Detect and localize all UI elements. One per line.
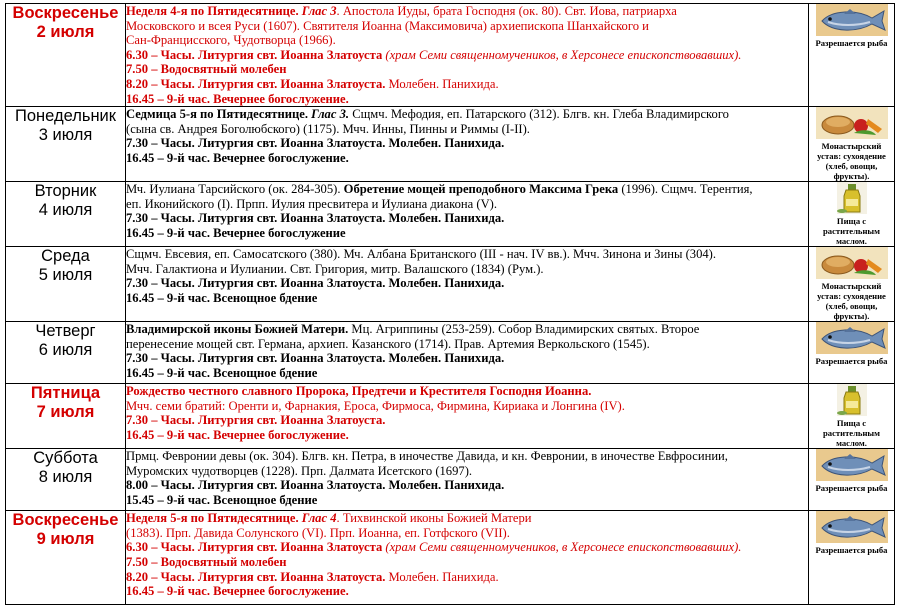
services-cell (126, 4, 809, 107)
schedule-row (6, 247, 895, 322)
text-segment: еп. Иконийского (I). Прпп. Иулия пресвитера и Иулиана диакона (V). (126, 196, 498, 211)
text-segment: 16.45 – 9-й час. Вечернее богослужение. (126, 150, 349, 165)
service-line (126, 384, 808, 399)
text-segment: Глас 3 (301, 4, 337, 18)
service-line (126, 151, 808, 166)
day-date: 2 июля (36, 23, 95, 41)
fasting-label: Разрешается рыба (815, 483, 888, 494)
text-segment: 8.20 – Часы. Литургия свт. Иоанна Златоуста. (126, 76, 386, 91)
text-segment: Обретение мощей преподобного Максима Грека (343, 182, 619, 197)
services-cell (126, 247, 809, 322)
schedule-row (6, 107, 895, 182)
service-line (126, 570, 808, 585)
day-date: 5 июля (38, 266, 93, 285)
text-segment: (храм Семи священномучеников, в Херсонесе епископствовавших). (385, 47, 742, 62)
service-line (126, 92, 808, 107)
service-line (126, 107, 808, 122)
day-name: Понедельник (15, 107, 116, 126)
text-segment: . Тихвинской иконы Божией Матери (336, 511, 532, 526)
text-segment: Молебен. Панихида. (385, 569, 499, 584)
text-segment: 6.30 – Часы. Литургия свт. Иоанна Златоуста (126, 47, 386, 62)
service-line (126, 247, 808, 262)
day-name: Воскресенье (12, 4, 119, 22)
text-segment: Неделя 5-я по Пятидесятнице. (126, 511, 302, 526)
text-segment: Прмц. Февронии девы (ок. 304). Блгв. кн. Петра, в иночестве Давида, и кн. Февронии, в иночестве Евфросинии, (126, 449, 728, 464)
bread-vegetables-icon (809, 247, 894, 279)
services-cell (126, 449, 809, 511)
fasting-cell (809, 449, 895, 511)
day-cell (6, 322, 126, 384)
text-segment: 16.45 – 9-й час. Всенощное бдение (126, 290, 318, 305)
text-segment: 16.45 – 9-й час. Всенощное бдение (126, 365, 318, 380)
day-cell (6, 4, 126, 107)
service-line (126, 48, 808, 63)
text-segment: (храм Семи священномучеников, в Херсонесе епископствовавших). (385, 540, 742, 555)
text-segment: Мц. Агриппины (253-259). Собор Владимирских святых. Второе (348, 322, 700, 337)
service-line (126, 4, 808, 19)
text-segment: Мч. Иулиана Тарсийского (ок. 284-305). (126, 182, 344, 197)
text-segment: 16.45 – 9-й час. Вечернее богослужение. (126, 427, 349, 442)
fasting-cell (809, 107, 895, 182)
service-line (126, 136, 808, 151)
service-line (126, 399, 808, 414)
service-line (126, 262, 808, 277)
service-line (126, 366, 808, 381)
service-line (126, 413, 808, 428)
service-line (126, 584, 808, 599)
fasting-cell (809, 322, 895, 384)
day-name: Среда (41, 247, 90, 266)
day-cell (6, 511, 126, 605)
day-name: Вторник (34, 182, 97, 201)
service-line (126, 449, 808, 464)
service-line (126, 478, 808, 493)
service-line (126, 291, 808, 306)
fish-icon (809, 449, 894, 481)
service-line (126, 211, 808, 226)
fasting-label: Пища с растительным маслом. (823, 216, 880, 247)
day-name: Четверг (35, 322, 96, 341)
text-segment: Мчч. Галактиона и Иулиании. Свт. Григория, митр. Валашского (1834) (Рум.). (126, 261, 544, 276)
oil-bottle-icon (809, 182, 894, 214)
text-segment: Рождество честного славного Пророка, Предтечи и Крестителя Господня Иоанна. (126, 384, 592, 399)
text-segment: 7.30 – Часы. Литургия свт. Иоанна Златоуста. Молебен. Панихида. (126, 136, 505, 151)
day-date: 6 июля (38, 341, 93, 360)
service-line (126, 62, 808, 77)
service-line (126, 555, 808, 570)
text-segment: 7.50 – Водосвятный молебен (126, 62, 287, 77)
fasting-cell (809, 511, 895, 605)
text-segment: 7.30 – Часы. Литургия свт. Иоанна Златоуста. Молебен. Панихида. (126, 351, 505, 366)
day-cell (6, 107, 126, 182)
service-line (126, 428, 808, 443)
service-line (126, 511, 808, 526)
fasting-cell (809, 247, 895, 322)
text-segment: 6.30 – Часы. Литургия свт. Иоанна Златоуста (126, 540, 386, 555)
services-cell (126, 182, 809, 247)
service-line (126, 526, 808, 541)
text-segment: Неделя 4-я по Пятидесятнице. (126, 4, 302, 18)
services-cell (126, 107, 809, 182)
text-segment: Сщмч. Мефодия, еп. Патарского (312). Блгв. кн. Глеба Владимирского (349, 107, 729, 122)
day-date: 3 июля (38, 126, 93, 145)
schedule-table (5, 3, 895, 605)
day-name: Воскресенье (12, 511, 119, 530)
day-cell (6, 449, 126, 511)
text-segment: Глас 4 (301, 511, 337, 526)
text-segment: Владимирской иконы Божией Матери. (126, 322, 349, 337)
text-segment: Молебен. Панихида. (385, 76, 499, 91)
text-segment: 16.45 – 9-й час. Вечернее богослужение. (126, 91, 349, 106)
service-line (126, 540, 808, 555)
schedule-row (6, 322, 895, 384)
schedule-row (6, 4, 895, 107)
text-segment: 16.45 – 9-й час. Вечернее богослужение (126, 225, 346, 240)
schedule-body (6, 4, 895, 605)
service-line (126, 337, 808, 352)
schedule-row (6, 511, 895, 605)
service-line (126, 322, 808, 337)
schedule-row (6, 182, 895, 247)
fasting-label: Разрешается рыба (815, 545, 888, 556)
day-cell (6, 182, 126, 247)
schedule-row (6, 449, 895, 511)
service-line (126, 122, 808, 137)
service-line (126, 464, 808, 479)
day-date: 8 июля (38, 468, 93, 487)
fasting-label: Монастырский устав: сухоядение (хлеб, овощи, фрукты). (817, 141, 886, 182)
text-segment: (1383). Прп. Давида Солунского (VI). Прп. Иоанна, еп. Готфского (VII). (126, 525, 510, 540)
fasting-label: Разрешается рыба (815, 356, 888, 367)
service-line (126, 197, 808, 212)
text-segment: Седмица 5-я по Пятидесятнице. (126, 107, 312, 122)
fasting-cell (809, 182, 895, 247)
text-segment: Московского и всея Руси (1607). Святителя Иоанна (Максимовича) архиепископа Шанхайского и (126, 18, 649, 33)
text-segment: . Апостола Иуды, брата Господня (ок. 80). Свт. Иова, патриарха (336, 4, 677, 18)
text-segment: Мчч. семи братий: Оренти и, Фарнакия, Ероса, Фирмоса, Фирмина, Кириака и Лонгина (IV). (126, 398, 625, 413)
oil-bottle-icon (809, 384, 894, 416)
service-line (126, 226, 808, 241)
service-line (126, 19, 808, 34)
day-date: 4 июля (38, 201, 93, 220)
day-date: 7 июля (36, 403, 95, 422)
text-segment: Сан-Францисского, Чудотворца (1966). (126, 33, 336, 48)
text-segment: 7.30 – Часы. Литургия свт. Иоанна Златоуста. Молебен. Панихида. (126, 211, 505, 226)
services-cell (126, 322, 809, 384)
service-line (126, 351, 808, 366)
text-segment: 15.45 – 9-й час. Всенощное бдение (126, 492, 318, 507)
schedule-row (6, 384, 895, 449)
services-cell (126, 511, 809, 605)
fasting-label: Пища с растительным маслом. (823, 418, 880, 449)
text-segment: 7.30 – Часы. Литургия свт. Иоанна Златоуста. Молебен. Панихида. (126, 276, 505, 291)
day-cell (6, 247, 126, 322)
text-segment: перенесение мощей свт. Германа, архиеп. Казанского (1714). Прав. Артемия Веркольского (1545). (126, 336, 650, 351)
text-segment: (1996). Сщмч. Терентия, (618, 182, 753, 197)
text-segment: Муромских чудотворцев (1228). Прп. Далмата Исетского (1697). (126, 463, 473, 478)
fish-icon (809, 322, 894, 354)
services-cell (126, 384, 809, 449)
text-segment: 7.30 – Часы. Литургия свт. Иоанна Златоуста. (126, 413, 386, 428)
text-segment: Глас 3. (311, 107, 350, 122)
bread-vegetables-icon (809, 107, 894, 139)
day-cell (6, 384, 126, 449)
fasting-cell (809, 4, 895, 107)
text-segment: 16.45 – 9-й час. Вечернее богослужение. (126, 584, 349, 599)
text-segment: (сына св. Андрея Боголюбского) (1175). Мчч. Инны, Пинны и Риммы (I-II). (126, 121, 530, 136)
text-segment: 8.00 – Часы. Литургия свт. Иоанна Златоуста. Молебен. Панихида. (126, 478, 505, 493)
service-line (126, 493, 808, 508)
day-date: 9 июля (36, 530, 95, 549)
text-segment: 7.50 – Водосвятный молебен (126, 554, 287, 569)
service-line (126, 182, 808, 197)
service-line (126, 77, 808, 92)
day-name: Суббота (33, 449, 98, 468)
service-line (126, 276, 808, 291)
fish-icon (809, 4, 894, 36)
fasting-label: Монастырский устав: сухоядение (хлеб, овощи, фрукты). (817, 281, 886, 322)
fish-icon (809, 511, 894, 543)
service-line (126, 33, 808, 48)
fasting-label: Разрешается рыба (815, 38, 888, 48)
text-segment: 8.20 – Часы. Литургия свт. Иоанна Златоуста. (126, 569, 386, 584)
text-segment: Сщмч. Евсевия, еп. Самосатского (380). Мч. Албана Британского (III - нач. IV вв.). Мчч. Зинона и Зины (304). (126, 247, 717, 262)
fasting-cell (809, 384, 895, 449)
day-name: Пятница (30, 384, 101, 403)
